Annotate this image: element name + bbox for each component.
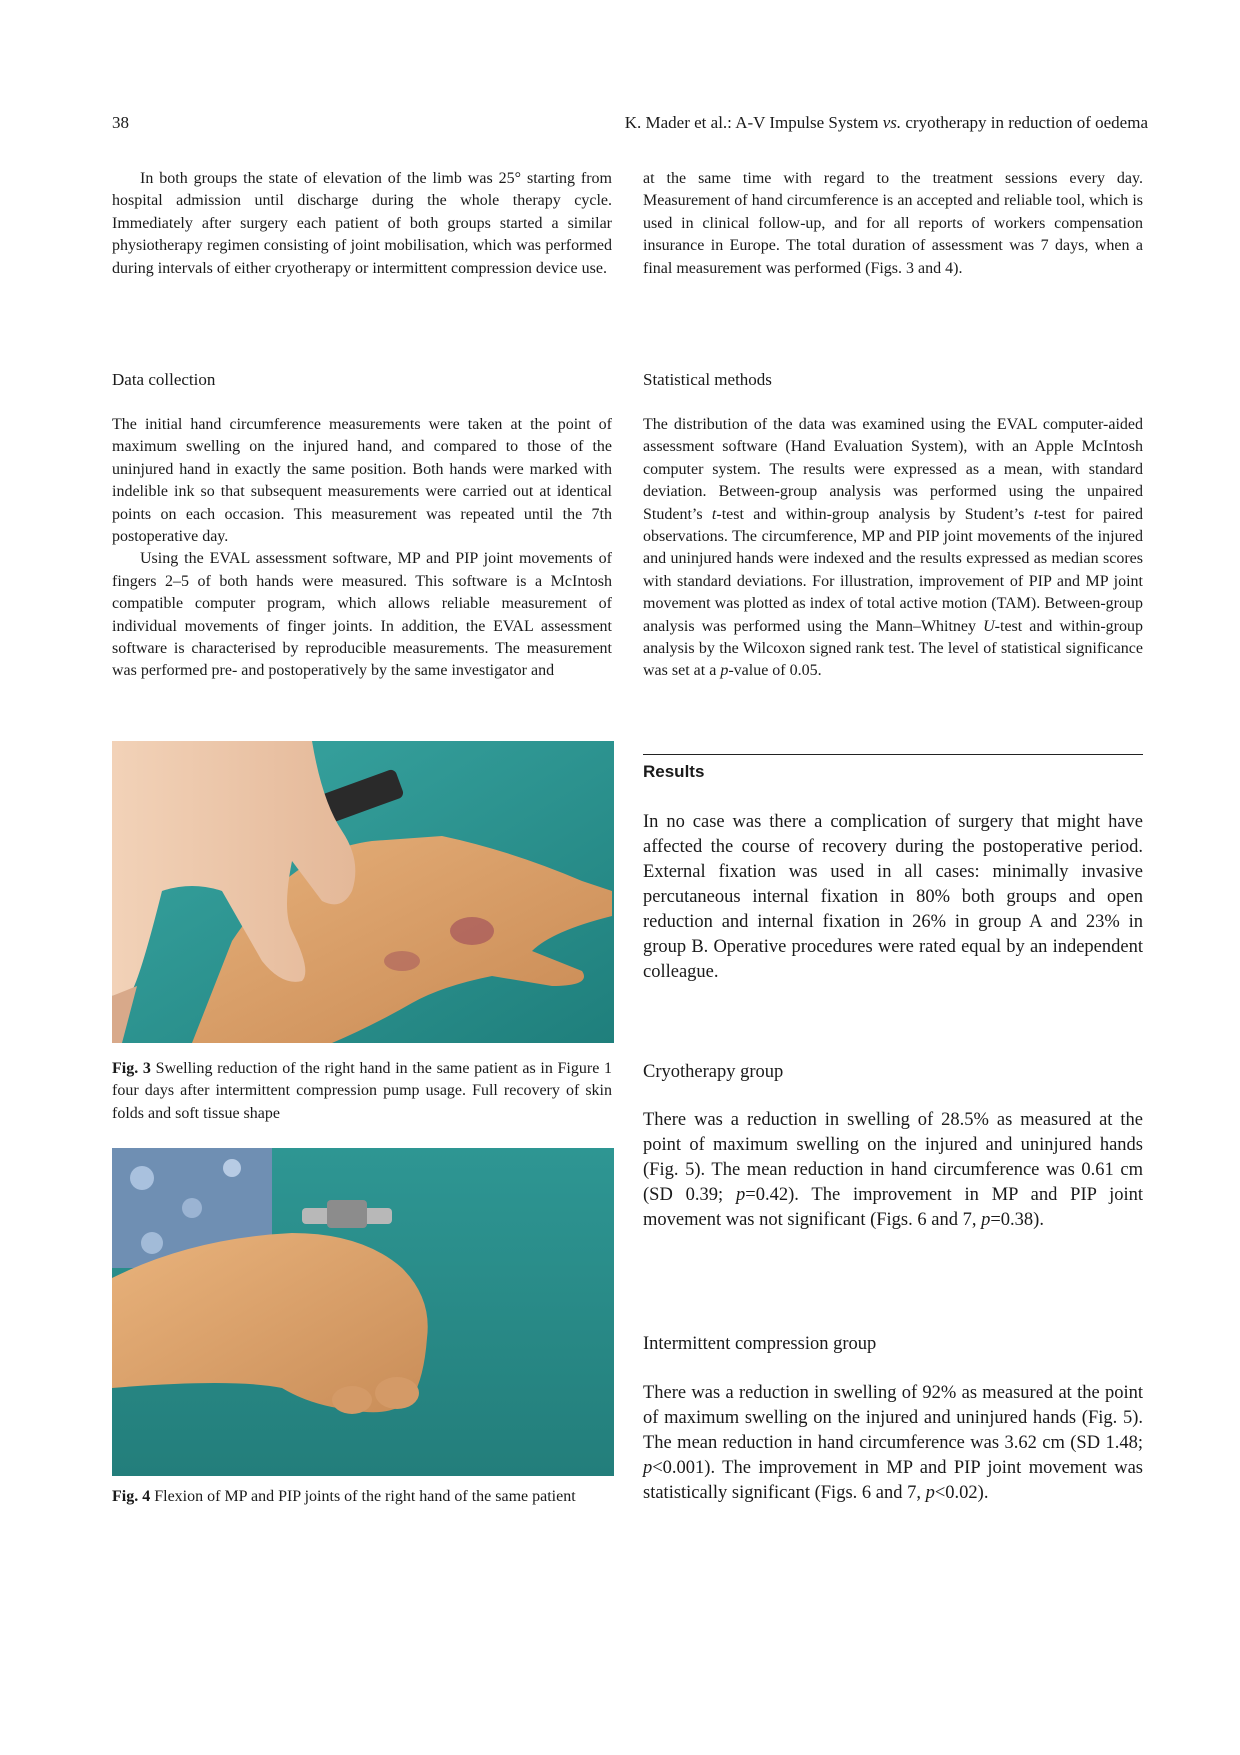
figure-3-label: Fig. 3	[112, 1060, 151, 1077]
figure-4-label: Fig. 4	[112, 1488, 151, 1505]
text-run: =0.38).	[990, 1210, 1044, 1230]
paragraph-measurement-tool: at the same time with regard to the treatment sessions every day. Measurement of hand circumference is an accepted and reliable tool, which is used in clinical follow-up, and for all reports of workers compensation insurance in Europe. The total duration of assessment was 7 days, when a final measurement was performed (Figs. 3 and 4).	[643, 170, 1143, 277]
paragraph-elevation: In both groups the state of elevation of the limb was 25° starting from hospital admission until discharge during the whole therapy cycle. Immediately after surgery each patient of both groups started a similar physiotherapy regimen consisting of joint mobilisation, which was performed during intervals of either cryotherapy or intermittent compression device use.	[112, 170, 612, 277]
italic-t: t	[1033, 505, 1039, 523]
running-title-part: K. Mader et al.: A-V Impulse System	[624, 113, 883, 132]
heading-statistical-methods: Statistical methods	[643, 370, 772, 389]
figure-3-caption-text: Swelling reduction of the right hand in the same patient as in Figure 1 four days after intermittent compression pump usage. Full recovery of skin folds and soft tissue shape	[112, 1060, 612, 1122]
cryotherapy-body	[643, 1108, 1143, 1233]
figure-4-caption	[112, 1486, 612, 1508]
text-run: <0.02).	[934, 1483, 989, 1503]
italic-p: p	[643, 1458, 653, 1478]
text-run: =0.42). The improvement in MP and PIP joint movement was not significant (Figs. 6 and 7,	[643, 1185, 1144, 1230]
running-title	[625, 112, 1148, 134]
paragraph-statistics	[643, 414, 1143, 683]
italic-p: p	[736, 1185, 746, 1205]
italic-p: p	[925, 1483, 935, 1503]
heading-data-collection: Data collection	[112, 370, 216, 389]
data-collection-body	[112, 414, 612, 683]
text-run: <0.001). The improvement in MP and PIP joint movement was statistically significant (Figs. 6 and 7,	[643, 1458, 1143, 1503]
text-run: -value of 0.05.	[728, 662, 822, 680]
figure-4-photo	[112, 1148, 614, 1476]
heading-cryotherapy-group: Cryotherapy group	[643, 1062, 784, 1082]
heading-results: Results	[643, 762, 705, 781]
intermittent-compression-body	[643, 1381, 1143, 1506]
text-run: -test and within-group analysis by the Wilcoxon signed rank test. The level of statistical significance was set at a	[643, 617, 1143, 680]
results-rule	[643, 754, 1143, 755]
italic-u: U	[983, 617, 995, 635]
italic-p: p	[981, 1210, 991, 1230]
left-intro-paragraph	[112, 168, 612, 280]
italic-p: p	[720, 662, 729, 680]
paragraph-eval: Using the EVAL assessment software, MP and PIP joint movements of fingers 2–5 of both hands were measured. This software is a McIntosh compatible computer program, which allows reliable measurement of individual movements of finger joints. In addition, the EVAL assessment software is characterised by reproducible measurements. The measurement was performed pre- and postoperatively by the same investigator and	[112, 550, 612, 680]
text-run: There was a reduction in swelling of 92% as measured at the point of maximum swelling on the injured and uninjured hands (Fig. 5). The mean reduction in hand circumference was 3.62 cm (SD 1.48;	[643, 1383, 1143, 1453]
page-number: 38	[112, 113, 129, 132]
paragraph-circumference: The initial hand circumference measurements were taken at the point of maximum swelling on the injured hand, and compared to those of the uninjured hand in exactly the same position. Both hands were marked with indelible ink so that subsequent measurements were carried out at identical points on each occasion. This measurement was repeated until the 7th postoperative day.	[112, 416, 612, 546]
running-title-part: cryotherapy in reduction of oedema	[901, 113, 1148, 132]
heading-intermittent-compression-group: Intermittent compression group	[643, 1334, 877, 1354]
hand-swelling-photo	[112, 741, 614, 1043]
text-run: The distribution of the data was examined using the EVAL computer-aided assessment software (Hand Evaluation System), with an Apple McIntosh computer system. The results were expressed as a mean, with standard deviation. Between-group analysis was performed using the unpaired Student’s	[643, 416, 1143, 523]
figure-3-caption	[112, 1058, 612, 1125]
text-run: There was a reduction in swelling of 28.5% as measured at the point of maximum swelling on the injured and uninjured hands (Fig. 5). The mean reduction in hand circumference was 0.61 cm (SD 0.39;	[643, 1110, 1143, 1205]
figure-3-photo	[112, 741, 614, 1043]
right-continuation-paragraph	[643, 168, 1143, 280]
text-run: -test and within-group analysis by Student’s	[716, 505, 1034, 523]
italic-t: t	[711, 505, 717, 523]
running-title-vs: vs.	[882, 113, 902, 132]
statistical-methods-body	[643, 414, 1143, 683]
results-body: In no case was there a complication of surgery that might have affected the course of recovery during the postoperative period. External fixation was used in all cases: minimally invasive percutaneous internal fixation in 80% both groups and open reduction and internal fixation in 26% in group A and 23% in group B. Operative procedures were rated equal by an independent colleague.	[643, 812, 1143, 982]
text-run: -test for paired observations. The circumference, MP and PIP joint movements of the injured and uninjured hands were indexed and the results expressed as median scores with standard deviations. For illustration, improvement of PIP and MP joint movement was plotted as index of total active motion (TAM). Between-group analysis was performed using the Mann–Whitney	[643, 505, 1143, 635]
figure-4-caption-text: Flexion of MP and PIP joints of the right hand of the same patient	[150, 1488, 576, 1505]
hand-flexion-photo	[112, 1148, 614, 1476]
